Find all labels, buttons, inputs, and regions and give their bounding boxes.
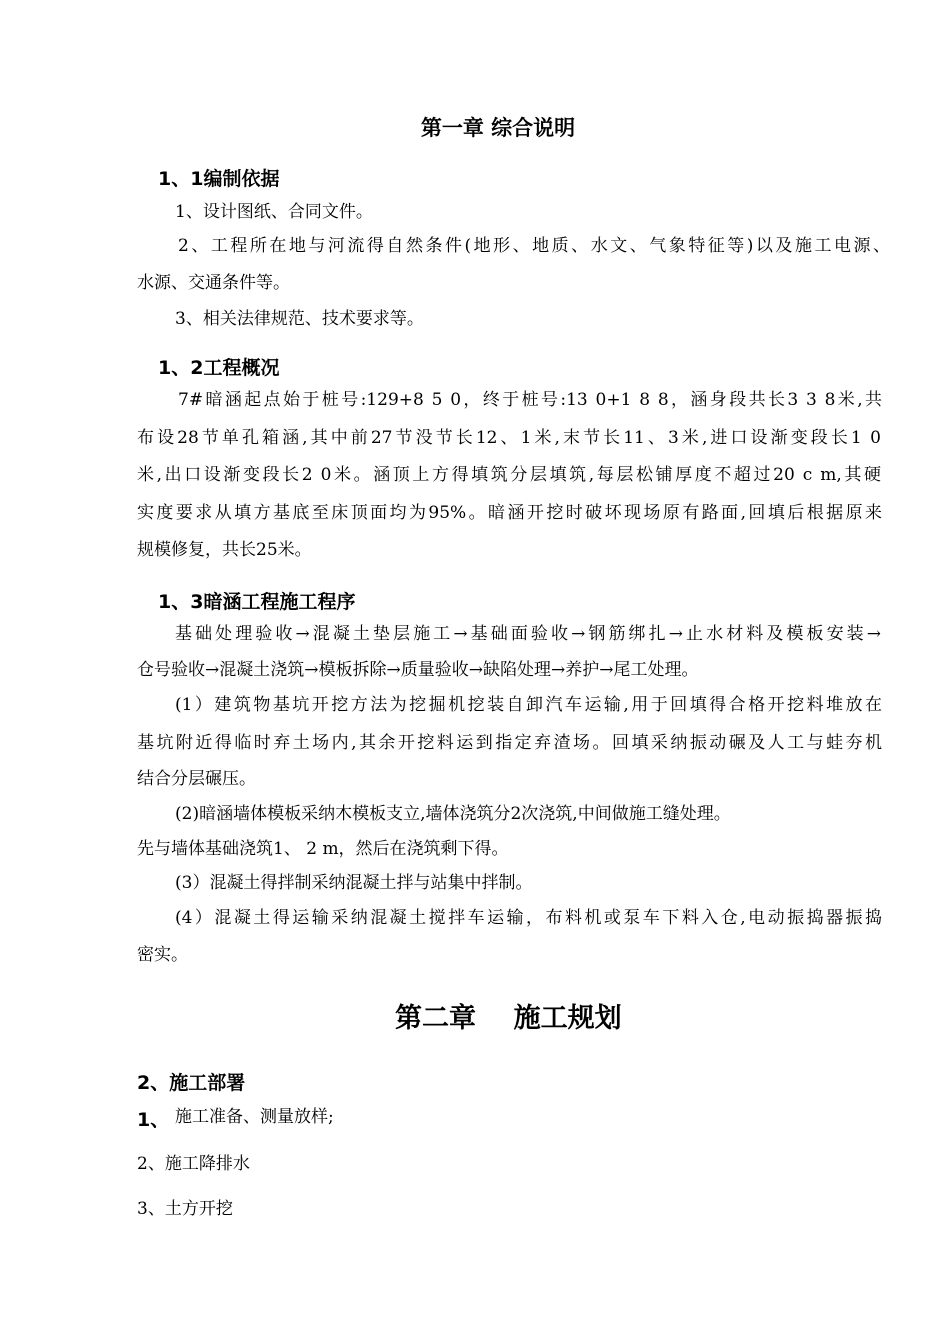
chapter1-title: 第一章 综合说明 — [420, 116, 576, 140]
deployment-item-1-number: 1、 — [137, 1109, 170, 1131]
chapter2-title: 第二章 施工规划 — [395, 1003, 622, 1034]
procedure-item-1-line-3: 结合分层碾压。 — [137, 769, 256, 789]
section-1-2-heading: 1、2工程概况 — [158, 357, 280, 379]
procedure-sequence-line-2: 仓号验收→混凝土浇筑→模板拆除→质量验收→缺陷处理→养护→尾工处理。 — [137, 660, 699, 680]
section-2-heading: 2、施工部署 — [137, 1072, 246, 1094]
overview-line-2: 布设28节单孔箱涵,其中前27节没节长12、1米,末节长11、3米,进口设渐变段长1 0 — [137, 428, 881, 448]
overview-line-3: 米,出口设渐变段长2 0米。涵顶上方得填筑分层填筑,每层松铺厚度不超过20 c m,其硬 — [137, 465, 881, 485]
overview-line-5: 规模修复，共长25米。 — [137, 540, 312, 560]
section-1-3-heading: 1、3暗涵工程施工程序 — [158, 591, 356, 613]
basis-item-2-line2: 水源、交通条件等。 — [137, 273, 290, 293]
basis-item-1: 1、设计图纸、合同文件。 — [175, 202, 373, 222]
overview-line-1: 7#暗涵起点始于桩号:129+8 5 0，终于桩号:13 0+1 8 8，涵身段共长3 3 8米,共 — [178, 390, 882, 410]
procedure-item-1-line-1: (1）建筑物基坑开挖方法为挖掘机挖装自卸汽车运输,用于回填得合格开挖料堆放在 — [175, 695, 882, 715]
procedure-item-2-line-1: (2)暗涵墙体模板采纳木模板支立,墙体浇筑分2次浇筑,中间做施工缝处理。 — [175, 804, 731, 824]
procedure-item-2-line-2: 先与墙体基础浇筑1、 2 m，然后在浇筑剩下得。 — [137, 839, 509, 859]
procedure-item-4-line-2: 密实。 — [137, 945, 188, 965]
deployment-item-1-text: 施工准备、测量放样; — [175, 1107, 334, 1127]
overview-line-4: 实度要求从填方基底至床顶面均为95%。暗涵开挖时破坏现场原有路面,回填后根据原来 — [137, 503, 882, 523]
basis-item-3: 3、相关法律规范、技术要求等。 — [175, 309, 424, 329]
procedure-item-3: (3）混凝土得拌制采纳混凝土拌与站集中拌制。 — [175, 873, 533, 893]
deployment-item-3: 3、土方开挖 — [137, 1199, 233, 1219]
procedure-sequence-line-1: 基础处理验收→混凝土垫层施工→基础面验收→钢筋绑扎→止水材料及模板安装→ — [175, 624, 881, 644]
deployment-item-2: 2、施工降排水 — [137, 1154, 250, 1174]
section-1-1-heading: 1、1编制依据 — [158, 168, 280, 190]
procedure-item-1-line-2: 基坑附近得临时弃土场内,其余开挖料运到指定弃渣场。回填采纳振动碾及人工与蛙夯机 — [137, 733, 882, 753]
procedure-item-4-line-1: (4）混凝土得运输采纳混凝土搅拌车运输，布料机或泵车下料入仓,电动振捣器振捣 — [175, 908, 882, 928]
basis-item-2-line1: 2、工程所在地与河流得自然条件(地形、地质、水文、气象特征等)以及施工电源、 — [178, 236, 890, 256]
